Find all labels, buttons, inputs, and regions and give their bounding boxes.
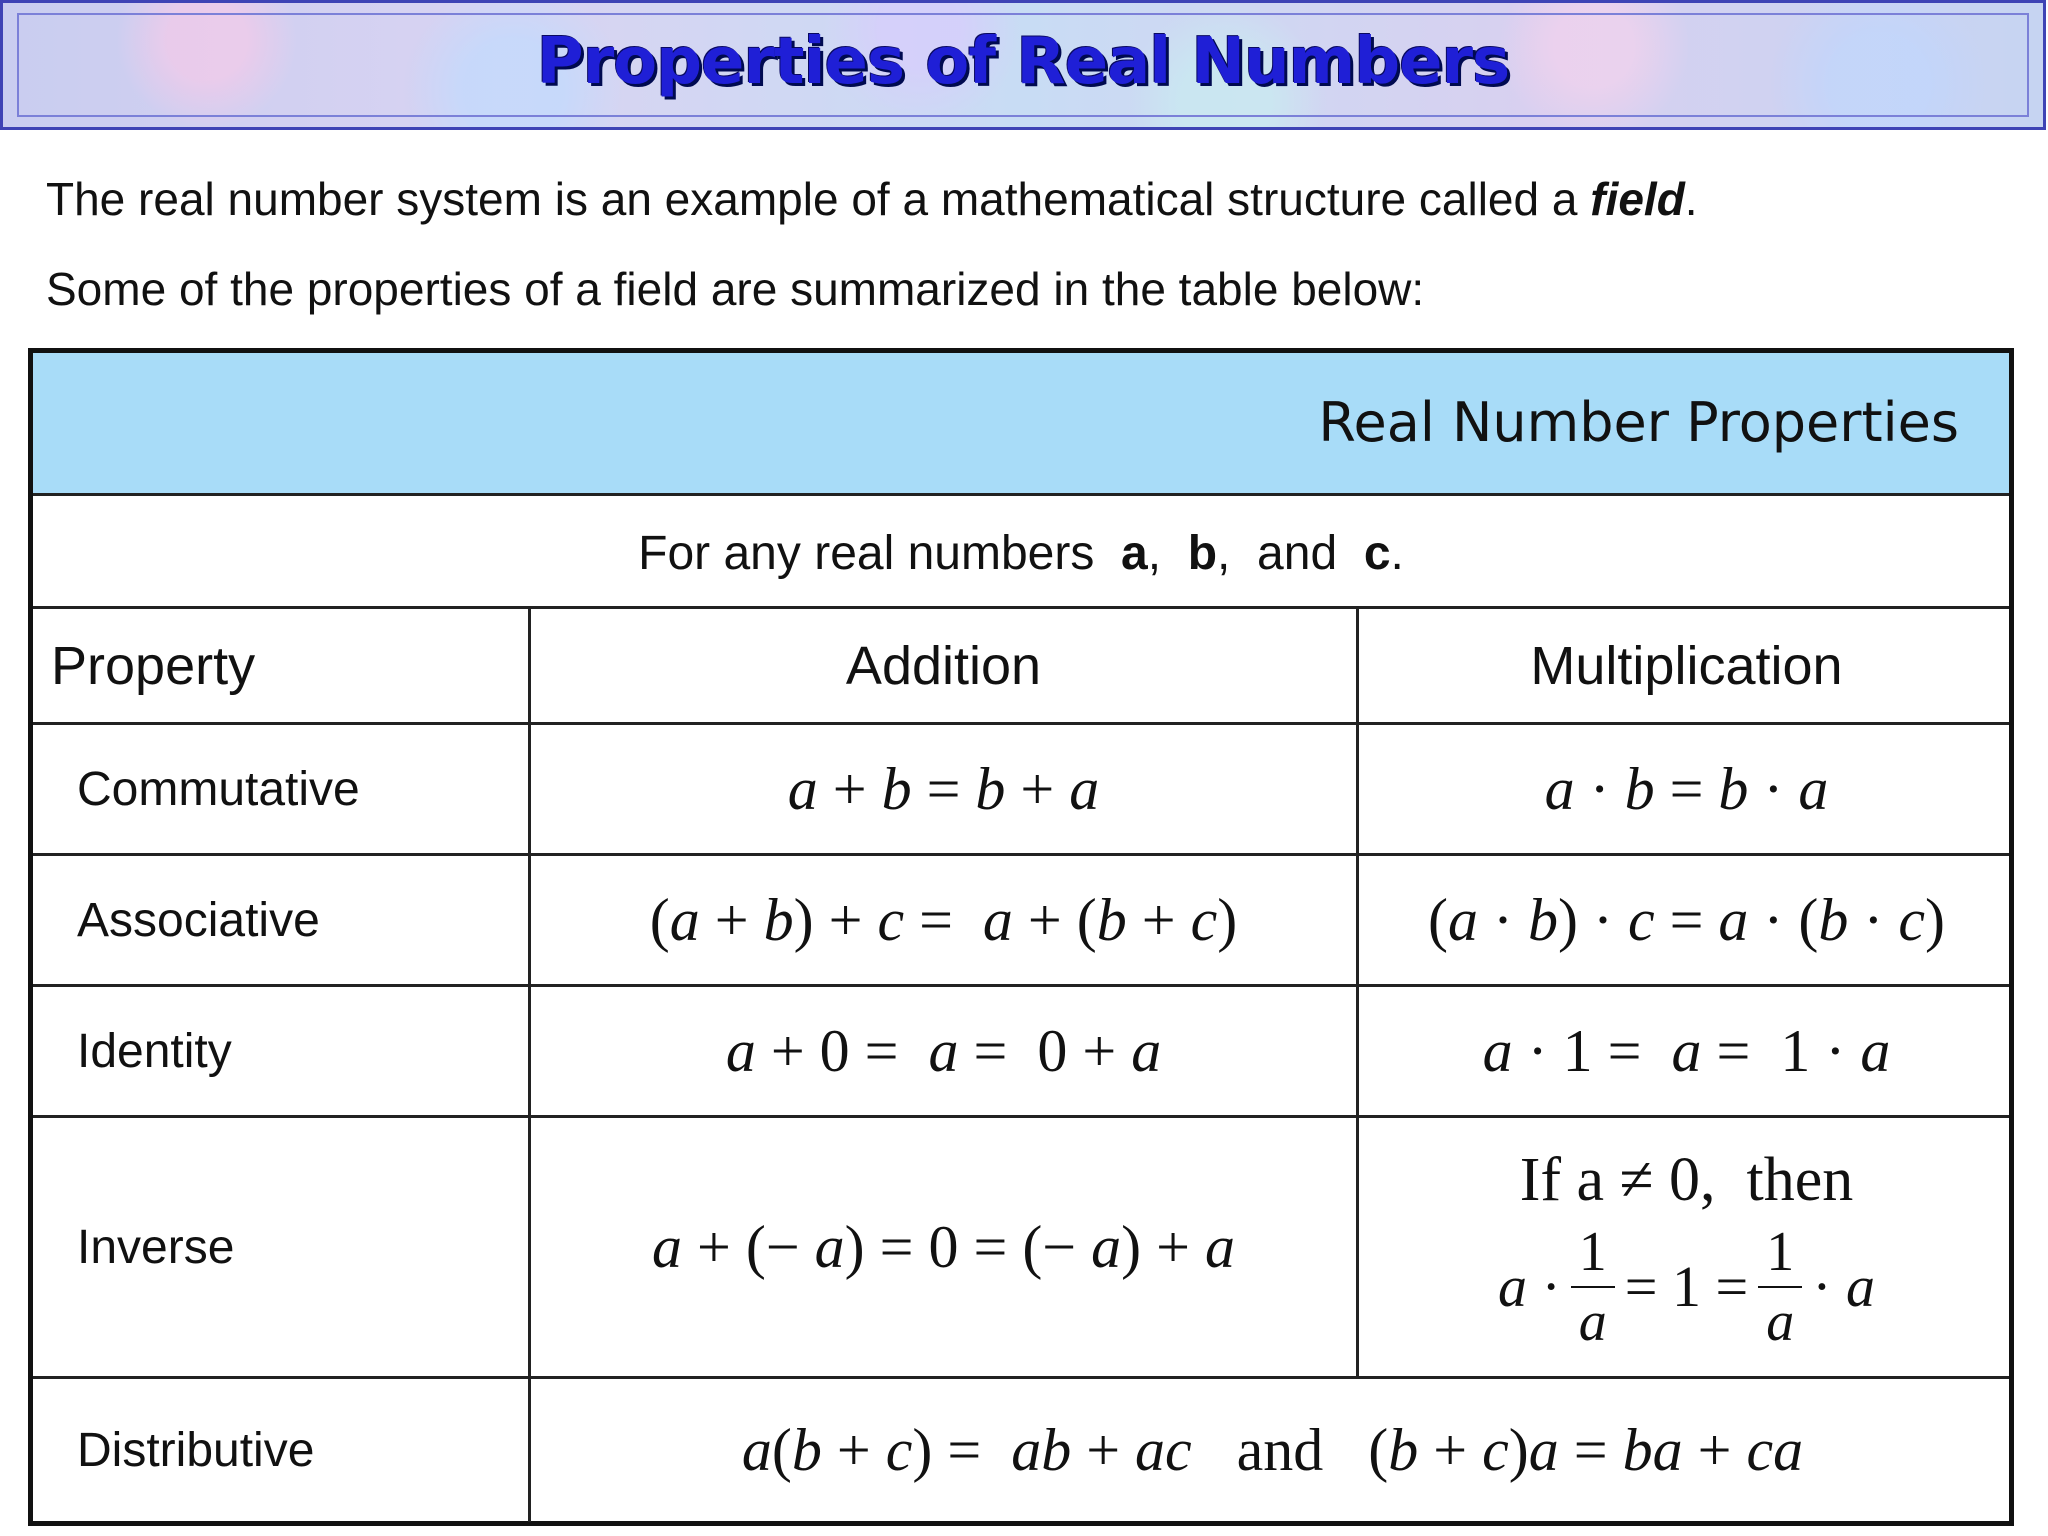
column-divider bbox=[528, 609, 531, 1522]
header-row bbox=[33, 609, 2009, 725]
property-name: Associative bbox=[77, 893, 320, 947]
addition-formula: a + (− a ) = 0 = (− a ) + a bbox=[652, 1213, 1235, 1280]
table-row bbox=[33, 1379, 2009, 1522]
property-name: Distributive bbox=[77, 1424, 315, 1477]
table-row bbox=[33, 725, 2009, 856]
eq-left: a · bbox=[1497, 1254, 1561, 1319]
page-title: Properties of Real Numbers bbox=[536, 25, 1510, 99]
property-name: Commutative bbox=[77, 762, 360, 816]
multiplication-formula: a · 1 = a = 1 · a bbox=[1482, 1017, 1891, 1084]
header-multiplication: Multiplication bbox=[1530, 635, 1843, 696]
reciprocal-fraction: $\frac{1}{a}$ bbox=[1758, 1224, 1802, 1350]
multiplication-formula: a · b = b · a bbox=[1544, 755, 1829, 822]
title-banner bbox=[0, 0, 2046, 130]
table-banner-row bbox=[33, 353, 2009, 496]
reciprocal-fraction: $\frac{1}{a}$ bbox=[1571, 1224, 1615, 1350]
table-row bbox=[33, 856, 2009, 987]
property-name: Inverse bbox=[77, 1220, 235, 1274]
header-property: Property bbox=[51, 635, 256, 696]
intro-line-1-text: The real number system is an example of a mathematical structure called a bbox=[46, 173, 1591, 225]
addition-formula: a + b = b + a bbox=[787, 755, 1100, 822]
properties-table bbox=[28, 348, 2014, 1526]
eq-right: · a bbox=[1812, 1254, 1876, 1319]
intro-line-1-period: . bbox=[1684, 173, 1698, 225]
inverse-condition: If a ≠ 0, then bbox=[1519, 1145, 1854, 1214]
field-term: field bbox=[1590, 173, 1685, 225]
property-name: Identity bbox=[77, 1024, 232, 1078]
column-divider bbox=[1356, 609, 1359, 1376]
addition-formula: ( a + b ) + c = a + ( b + c ) bbox=[649, 886, 1238, 953]
multiplication-formula bbox=[1359, 1118, 2014, 1376]
table-banner-title: Real Number Properties bbox=[1318, 391, 1959, 454]
header-addition: Addition bbox=[845, 635, 1042, 696]
eq-mid: = 1 = bbox=[1624, 1254, 1749, 1319]
for-any-text: For any real numbers a, b, and c. bbox=[638, 527, 1404, 580]
for-any-row bbox=[33, 496, 2009, 609]
intro-line-2: Some of the properties of a field are summarized in the table below: bbox=[46, 263, 1425, 315]
multiplication-formula: ( a · b ) · c = a · ( b · c ) bbox=[1428, 886, 1945, 953]
distributive-formula: a ( b + c ) = ab + ac and ( b + c ) a = ba + ca bbox=[741, 1417, 1804, 1483]
intro-line-1 bbox=[46, 172, 1698, 226]
table-row bbox=[33, 987, 2009, 1118]
inverse-equation bbox=[1497, 1220, 1876, 1353]
table-row bbox=[33, 1118, 2009, 1379]
addition-formula: a + 0 = a = 0 + a bbox=[725, 1017, 1162, 1084]
